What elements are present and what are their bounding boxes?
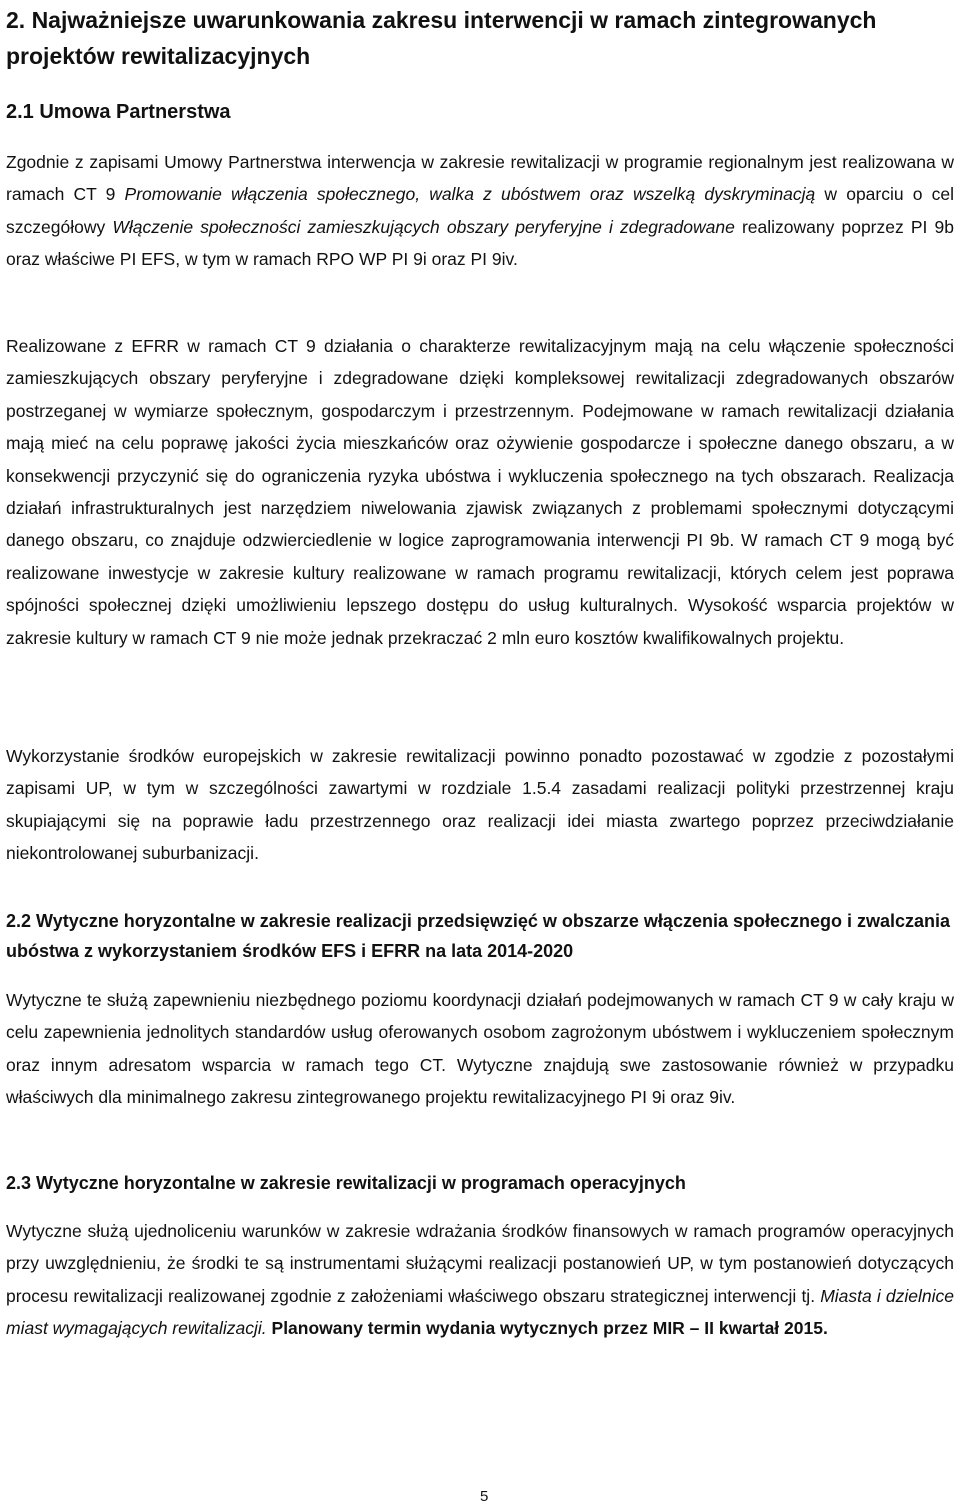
- paragraph-text: Zgodnie z zapisami Umowy Partnerstwa interwencja w zakresie rewitalizacji w programie regionalnym jest realizowana w ramach CT 9: [6, 152, 954, 205]
- chapter-heading: 2. Najważniejsze uwarunkowania zakresu interwencji w ramach zintegrowanych projektów rewitalizacyjnych: [6, 7, 877, 69]
- section-2-3-paragraph-1: [6, 1215, 954, 1345]
- section-2-2-title: 2.2 Wytyczne horyzontalne w zakresie realizacji przedsięwzięć w obszarze włączenia społecznego i zwalczania ubóstwa z wykorzystaniem środków EFS i EFRR na lata 2014-2020: [6, 911, 951, 961]
- planned-release-note: Planowany termin wydania wytycznych przez MIR – II kwartał 2015.: [271, 1318, 828, 1339]
- section-2-1-title: 2.1 Umowa Partnerstwa: [6, 101, 231, 123]
- section-2-1-paragraph-3: Wykorzystanie środków europejskich w zakresie rewitalizacji powinno ponadto pozostawać w zgodzie z pozostałymi zapisami UP, w tym w szczególności zawartymi w rozdziale 1.5.4 zasadami realizacji polityki przestrzennej kraju skupiającymi się na poprawie ładu przestrzennego oraz realizacji idei miasta zwartego poprzez przeciwdziałanie niekontrolowanej suburbanizacji.: [6, 746, 954, 864]
- specific-goal-title: Włączenie społeczności zamieszkujących obszary peryferyjne i zdegradowane: [112, 216, 735, 237]
- paragraph-text: w oparciu o cel szczegółowy: [6, 184, 954, 237]
- paragraph-text: realizowany poprzez PI 9b oraz właściwe PI EFS, w tym w ramach RPO WP PI 9i oraz PI 9iv.: [6, 216, 954, 270]
- section-2-1-paragraph-1: [6, 146, 954, 276]
- section-2-2-paragraph-1: Wytyczne te służą zapewnieniu niezbędnego poziomu koordynacji działań podejmowanych w ramach CT 9 w cały kraju w celu zapewnienia jednolitych standardów usług oferowanych osobom zagrożonym ubóstwem i wykluczeniem społecznym oraz innym adresatom wsparcia w ramach tego CT. Wytyczne znajdują swe zastosowanie również w przypadku właściwych dla minimalnego zakresu zintegrowanego projektu rewitalizacyjnego PI 9i oraz 9iv.: [6, 990, 954, 1108]
- paragraph-text: Wytyczne służą ujednoliceniu warunków w zakresie wdrażania środków finansowych w ramach programów operacyjnych przy uwzględnieniu, że środki te są instrumentami służącymi realizacji postanowień UP, w tym postanowień dotyczących procesu rewitalizacji realizowanej zgodnie z założeniami właściwego obszaru strategicznej interwencji tj.: [6, 1221, 954, 1306]
- ct9-goal-title: Promowanie włączenia społecznego, walka z ubóstwem oraz wszelką dyskryminacją: [124, 184, 816, 205]
- section-2-1-paragraph-2: Realizowane z EFRR w ramach CT 9 działania o charakterze rewitalizacyjnym mają na celu włączenie społeczności zamieszkujących obszary peryferyjne i zdegradowane dzięki kompleksowej rewitalizacji zdegradowanych obszarów postrzeganej w wymiarze społecznym, gospodarczym i przestrzennym. Podejmowane w ramach rewitalizacji działania mają mieć na celu poprawę jakości życia mieszkańców oraz ożywienie gospodarcze i społeczne danego obszaru, a w konsekwencji przyczynić się do ograniczenia ryzyka ubóstwa i wykluczenia społecznego na tych obszarach. Realizacja działań infrastrukturalnych jest narzędziem niwelowania zjawisk związanych z problemami społecznymi dotyczącymi danego obszaru, co znajduje odzwierciedlenie w logice zaprogramowania interwencji PI 9b. W ramach CT 9 mogą być realizowane inwestycje w zakresie kultury realizowane w ramach programu rewitalizacji, których celem jest poprawa spójności społecznej dzięki umożliwieniu lepszego dostępu do usług kulturalnych. Wysokość wsparcia projektów w zakresie kultury w ramach CT 9 nie może jednak przekraczać 2 mln euro kosztów kwalifikowalnych projektu.: [6, 336, 954, 648]
- intervention-area-title: Miasta i dzielnice miast wymagających rewitalizacji.: [6, 1285, 954, 1339]
- section-2-3-title: 2.3 Wytyczne horyzontalne w zakresie rewitalizacji w programach operacyjnych: [6, 1173, 686, 1193]
- page-number: 5: [480, 1488, 489, 1505]
